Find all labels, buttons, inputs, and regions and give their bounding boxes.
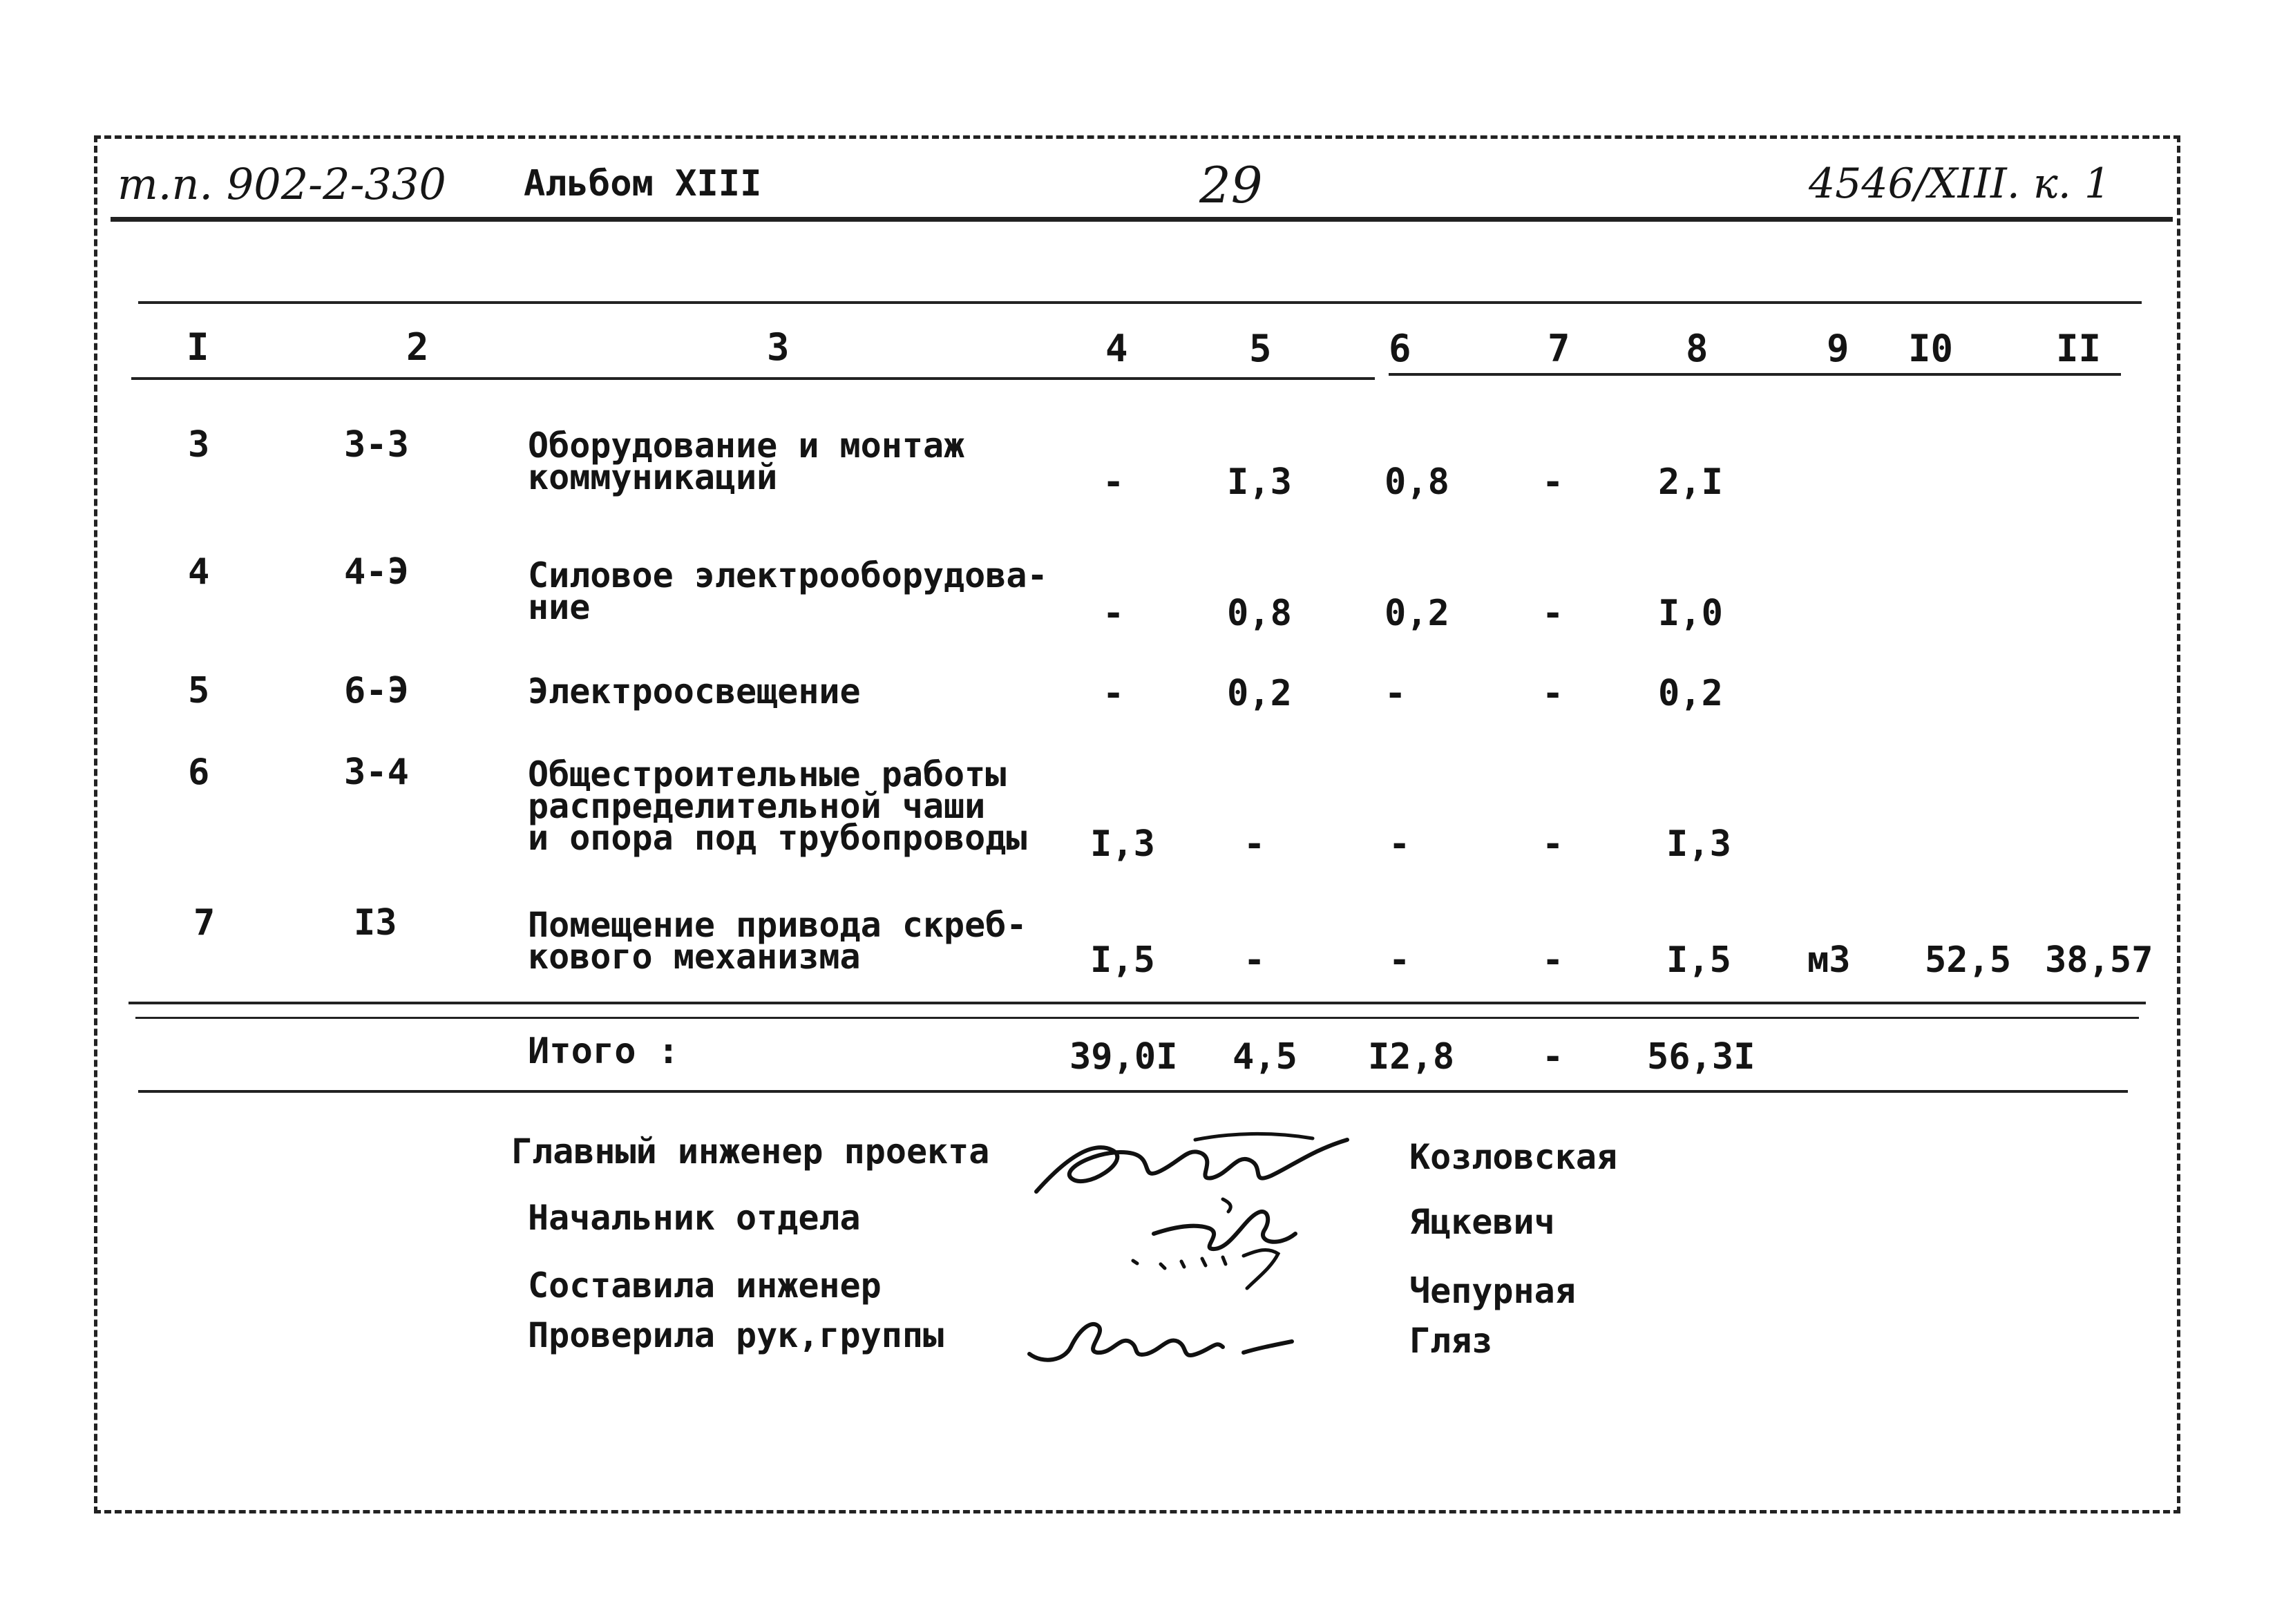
row-3-col6: -: [1384, 673, 1407, 714]
row-2-name: Силовое электрооборудова- ние: [528, 555, 1048, 627]
row-4-code: 3-4: [344, 752, 409, 793]
handwritten-signature-3: [1119, 1236, 1326, 1306]
signature-name-1: Козловская: [1409, 1137, 1618, 1177]
project-code: т.п. 902-2-330: [117, 159, 446, 209]
row-4-col8: I,3: [1666, 823, 1731, 865]
column-header-2: 2: [406, 325, 429, 369]
column-header-1: I: [187, 325, 209, 369]
row-5-name: Помещение привода скреб- кового механизма: [528, 905, 1027, 977]
table-header-rule-left: [131, 377, 1375, 380]
row-4-col4: I,3: [1090, 823, 1155, 865]
row-1-col7: -: [1542, 461, 1564, 503]
row-5-col5: -: [1244, 939, 1266, 981]
row-2-num: 4: [188, 551, 210, 593]
row-2-col8: I,0: [1658, 593, 1723, 634]
column-header-3: 3: [767, 325, 790, 369]
signature-name-3: Чепурная: [1409, 1271, 1576, 1311]
row-5-col10: 52,5: [1925, 939, 2012, 981]
signature-role-2: Начальник отдела: [528, 1198, 861, 1238]
row-2-col7: -: [1542, 593, 1564, 634]
row-1-col4: -: [1103, 461, 1125, 503]
signature-name-4: Гляз: [1409, 1321, 1493, 1361]
row-2-col6: 0,2: [1384, 593, 1449, 634]
column-header-9: 9: [1827, 327, 1849, 370]
total-col4: 39,0I: [1069, 1036, 1178, 1078]
total-top-rule: [129, 1002, 2146, 1004]
signature-role-1: Главный инженер проекта: [511, 1131, 990, 1172]
row-5-col7: -: [1542, 939, 1564, 981]
row-5-col4: I,5: [1090, 939, 1155, 981]
row-3-col8: 0,2: [1658, 673, 1723, 714]
column-header-4: 4: [1105, 327, 1128, 370]
row-5-col6: -: [1389, 939, 1411, 981]
signature-name-2: Яцкевич: [1409, 1202, 1555, 1242]
total-col5: 4,5: [1233, 1036, 1297, 1078]
row-5-num: 7: [193, 902, 216, 944]
total-bottom-rule: [138, 1090, 2128, 1093]
row-2-col5: 0,8: [1227, 593, 1292, 634]
row-3-col5: 0,2: [1227, 673, 1292, 714]
row-4-col5: -: [1244, 823, 1266, 865]
row-3-code: 6-Э: [344, 670, 409, 711]
row-2-code: 4-Э: [344, 551, 409, 593]
row-2-col4: -: [1103, 593, 1125, 634]
column-header-10: I0: [1908, 327, 1954, 370]
row-1-name: Оборудование и монтаж коммуникаций: [528, 426, 965, 497]
header-rule: [111, 217, 2173, 222]
row-4-name: Общестроительные работы распределительной чаши и опора под трубопроводы: [528, 754, 1027, 858]
row-4-col7: -: [1542, 823, 1564, 865]
table-top-rule: [138, 301, 2142, 304]
row-5-col9: м3: [1807, 939, 1851, 981]
row-5-col8: I,5: [1666, 939, 1731, 981]
total-col7: -: [1542, 1036, 1564, 1078]
row-4-col6: -: [1389, 823, 1411, 865]
row-5-code: I3: [354, 902, 397, 944]
row-3-col7: -: [1542, 673, 1564, 714]
column-header-5: 5: [1249, 327, 1272, 370]
row-3-col4: -: [1103, 673, 1125, 714]
row-5-col11: 38,57: [2045, 939, 2153, 981]
row-1-num: 3: [188, 424, 210, 466]
signature-role-3: Составила инженер: [528, 1265, 882, 1306]
column-header-8: 8: [1686, 327, 1709, 370]
total-col8: 56,3I: [1647, 1036, 1755, 1078]
row-1-col8: 2,I: [1658, 461, 1723, 503]
row-3-num: 5: [188, 670, 210, 711]
column-header-6: 6: [1389, 327, 1411, 370]
total-col6: I2,8: [1368, 1036, 1455, 1078]
row-3-name: Электроосвещение: [528, 671, 861, 711]
row-1-code: 3-3: [344, 424, 409, 466]
table-header-rule-right: [1389, 373, 2121, 376]
row-4-num: 6: [188, 752, 210, 793]
row-1-col6: 0,8: [1384, 461, 1449, 503]
page-number: 29: [1199, 156, 1263, 214]
total-label: Итого :: [528, 1031, 680, 1072]
row-1-col5: I,3: [1227, 461, 1292, 503]
album-label: Альбом XIII: [524, 163, 762, 204]
column-header-11: II: [2056, 327, 2102, 370]
column-header-7: 7: [1548, 327, 1570, 370]
total-top-rule-2: [135, 1017, 2139, 1019]
handwritten-signature-4: [1016, 1299, 1320, 1375]
signature-role-4: Проверила рук,группы: [528, 1315, 944, 1355]
archive-ref: 4546/XIII. к. 1: [1809, 160, 2111, 208]
